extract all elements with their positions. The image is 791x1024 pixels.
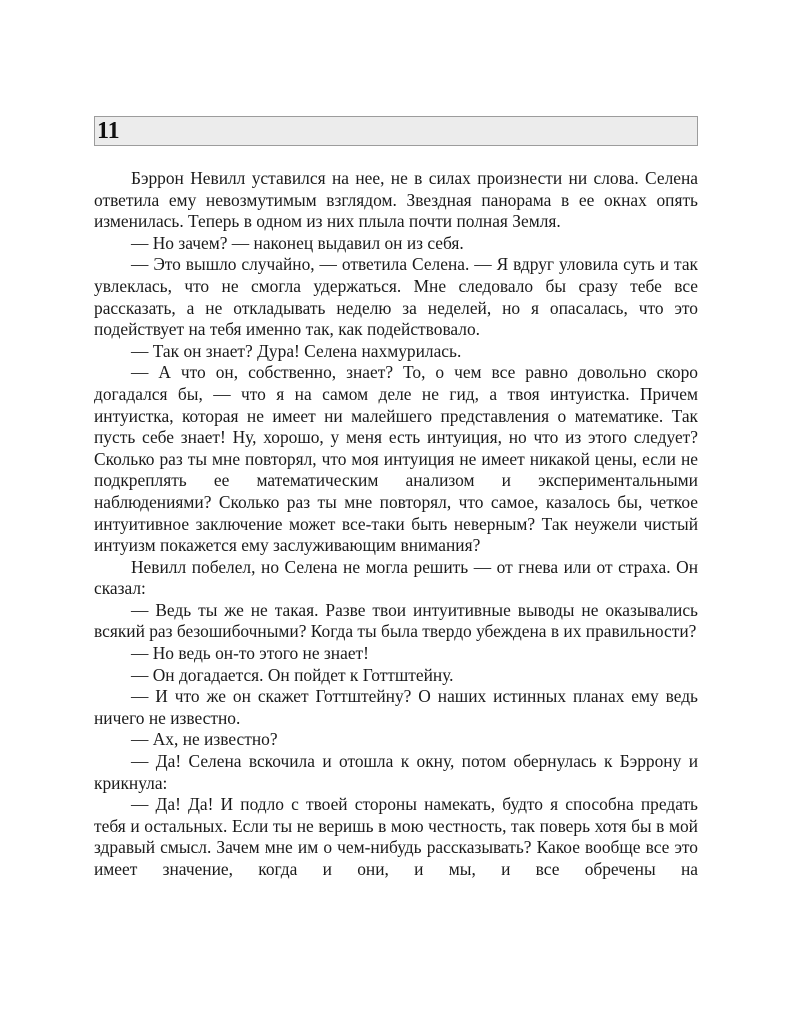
body-text bbox=[94, 168, 698, 881]
chapter-heading bbox=[94, 116, 698, 146]
paragraph: — Ах, не известно? bbox=[131, 729, 278, 750]
paragraph: — Да! Да! И подло с твоей стороны намекать, будто я способна предать тебя и остальных. Если ты не веришь в мою честность, так поверь хотя бы в мой здравый смысл. Зачем мне им о чем-нибудь рассказывать? Какое вообще все это имеет значение, когда и они, и мы, и все обречены на bbox=[94, 794, 698, 879]
paragraph: — И что же он скажет Готтштейну? О наших истинных планах ему ведь ничего не известно. bbox=[94, 686, 698, 728]
paragraph: — Ведь ты же не такая. Разве твои интуитивные выводы не оказывались всякий раз безошибочными? Когда ты была твердо убеждена в их правильности? bbox=[94, 599, 698, 642]
paragraph: — Но ведь он-то этого не знает! bbox=[131, 643, 369, 664]
paragraph: — Да! Селена вскочила и отошла к окну, потом обернулась к Бэррону и крикнула: bbox=[94, 751, 698, 793]
paragraph: Невилл побелел, но Селена не могла решить — от гнева или от страха. Он сказал: bbox=[94, 556, 698, 599]
paragraph: Бэррон Невилл уставился на нее, не в силах произнести ни слова. Селена ответила ему невозмутимым взглядом. Звездная панорама в ее окнах опять изменилась. Теперь в одном из них плыла почти полная Земля. bbox=[94, 168, 698, 232]
paragraph: — Так он знает? Дура! Селена нахмурилась. bbox=[131, 340, 462, 361]
chapter-number: 11 bbox=[97, 118, 120, 144]
paragraph: — А что он, собственно, знает? То, о чем все равно довольно скоро догадался бы, — что я на самом деле не гид, а твоя интуистка. Причем интуистка, которая не имеет ни малейшего представления о математике. Так пусть себе знает! Ну, хорошо, у меня есть интуиция, но что из этого следует? Сколько раз ты мне повторял, что моя интуиция не имеет никакой цены, если не подкреплять ее математическим анализом и экспериментальными наблюдениями? Сколько раз ты мне повторял, что самое, казалось бы, четкое интуитивное заключение может все-таки быть неверным? Так неужели чистый интуизм покажется ему заслуживающим внимания? bbox=[94, 362, 698, 556]
paragraph: — Это вышло случайно, — ответила Селена. — Я вдруг уловила суть и так увлеклась, что не смогла удержаться. Мне следовало бы сразу тебе все рассказать, а не откладывать неделю за неделей, но я опасалась, что это подействует на тебя именно так, как подействовало. bbox=[94, 254, 698, 340]
page bbox=[94, 116, 698, 881]
paragraph: — Но зачем? — наконец выдавил он из себя. bbox=[131, 232, 464, 253]
paragraph: — Он догадается. Он пойдет к Готтштейну. bbox=[131, 664, 454, 685]
